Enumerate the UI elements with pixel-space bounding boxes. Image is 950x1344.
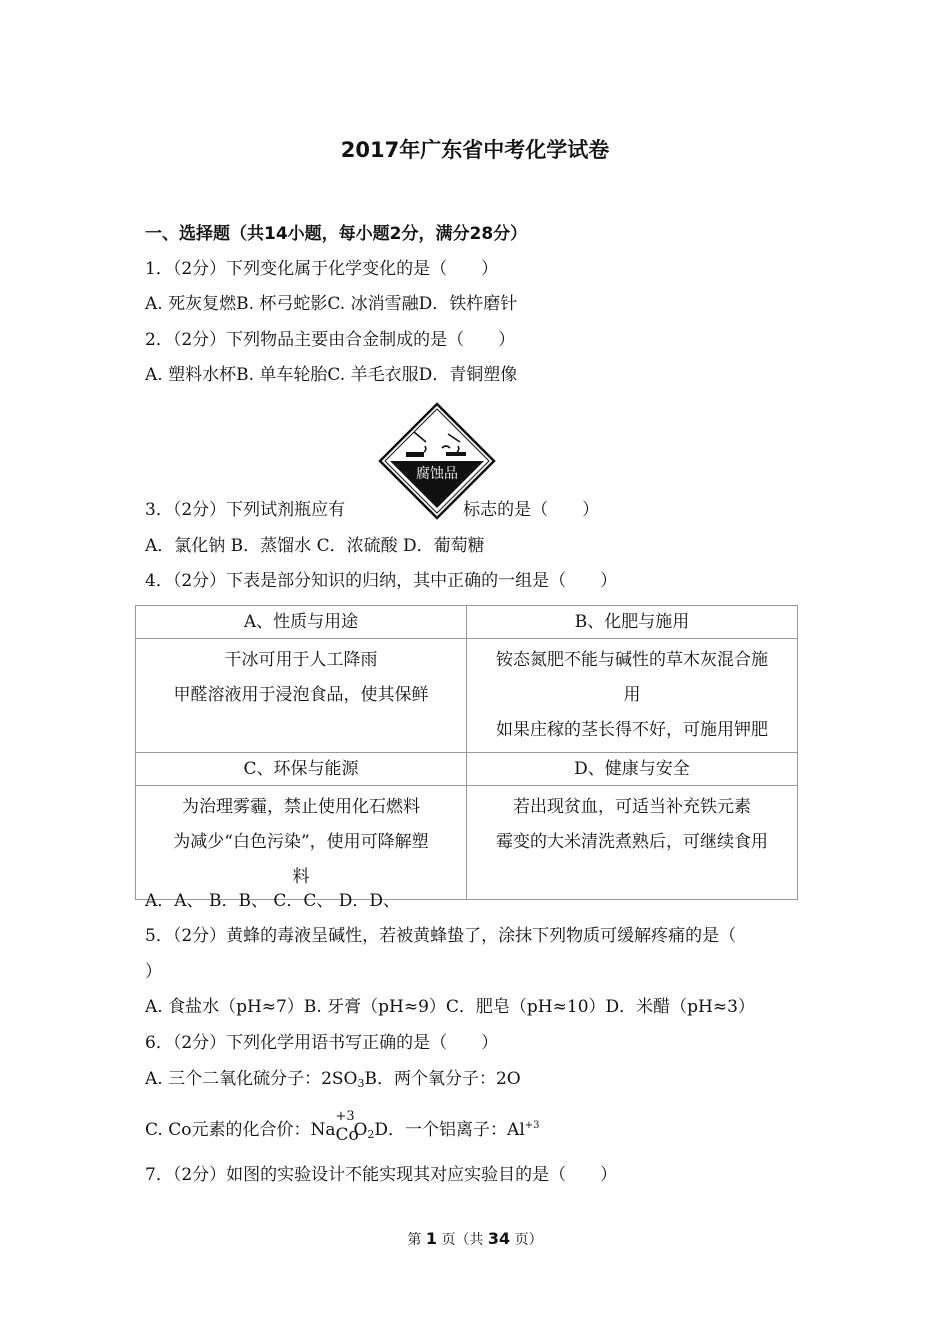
table-row: [136, 753, 798, 786]
cell-line: 用: [623, 685, 641, 705]
question-3-stem-after: 标志的是（ ）: [463, 500, 600, 520]
subscript: 3: [357, 1077, 365, 1090]
sign-label: 腐蚀品: [416, 466, 458, 482]
question-3-options: A．氯化钠 B．蒸馏水 C．浓硫酸 D．葡萄糖: [145, 536, 485, 556]
question-6-options-cd: [145, 1109, 540, 1147]
page-title: 2017年广东省中考化学试卷: [340, 138, 610, 162]
option-c-oxygen: O: [353, 1120, 368, 1140]
cell-line: 干冰可用于人工降雨: [224, 650, 378, 670]
table-cell-c-head: C、环保与能源: [136, 753, 467, 786]
cell-line: 料: [292, 867, 310, 887]
hand-bar-icon: [406, 452, 424, 457]
question-4-stem: 4．（2分）下表是部分知识的归纳，其中正确的一组是（ ）: [145, 571, 618, 591]
question-5-stem-line2: ）: [145, 962, 162, 982]
table-row: [136, 786, 798, 900]
option-b-text: B．两个氧分子：2O: [364, 1069, 521, 1089]
page-footer: [0, 1229, 950, 1249]
table-row: [136, 639, 798, 753]
question-4-options: A．A、 B．B、 C．C、 D．D、: [145, 891, 401, 911]
option-d-text: D．一个铝离子：Al: [374, 1120, 525, 1140]
footer-total-pages: 34: [487, 1229, 511, 1248]
question-5-options: A. 食盐水（pH≈7）B. 牙膏（pH≈9）C．肥皂（pH≈10）D．米醋（pH≈3）: [145, 997, 755, 1017]
valence-notation: [335, 1109, 359, 1145]
table-row: [136, 606, 798, 639]
cell-line: 如果庄稼的茎长得不好，可施用钾肥: [496, 720, 768, 740]
subscript: 2: [367, 1128, 375, 1141]
cell-line: 为减少“白色污染”，使用可降解塑: [173, 832, 429, 852]
cell-line: 甲醛溶液用于浸泡食品，使其保鲜: [173, 685, 429, 705]
question-2-stem: 2．（2分）下列物品主要由合金制成的是（ ）: [145, 330, 516, 350]
superscript: +3: [524, 1120, 540, 1131]
footer-suffix: 页）: [514, 1232, 543, 1248]
surface-bar-icon: [446, 452, 466, 456]
question-1-stem: 1．（2分）下列变化属于化学变化的是（ ）: [145, 259, 499, 279]
footer-page-number: 1: [425, 1229, 437, 1248]
question-7-stem: 7．（2分）如图的实验设计不能实现其对应实验目的是（ ）: [145, 1165, 618, 1185]
valence-element: Co: [335, 1125, 359, 1145]
option-a-text: A. 三个二氧化硫分子：2SO: [145, 1069, 358, 1089]
section-heading: 一、选择题（共14小题，每小题2分，满分28分）: [145, 224, 528, 244]
table-cell-b-body: [467, 639, 798, 753]
question-5-stem-line1: 5．（2分）黄蜂的毒液呈碱性，若被黄蜂蛰了，涂抹下列物质可缓解疼痛的是（: [145, 926, 737, 946]
valence-number: +3: [335, 1109, 355, 1124]
table-cell-d-body: [467, 786, 798, 900]
cell-line: 为治理雾霾，禁止使用化石燃料: [182, 797, 420, 817]
table-cell-c-body: [136, 786, 467, 900]
footer-mid: 页（共: [441, 1232, 484, 1248]
table-cell-b-head: B、化肥与施用: [467, 606, 798, 639]
question-3-stem-before: 3．（2分）下列试剂瓶应有: [145, 500, 346, 520]
option-c-text: C. Co元素的化合价：Na: [145, 1120, 336, 1140]
question-2-options: A. 塑料水杯B. 单车轮胎C. 羊毛衣服D．青铜塑像: [145, 365, 518, 385]
cell-line: 若出现贫血，可适当补充铁元素: [513, 797, 751, 817]
cell-line: 霉变的大米清洗煮熟后，可继续食用: [496, 832, 768, 852]
knowledge-table: [135, 605, 798, 900]
question-6-options-ab: [145, 1067, 521, 1096]
question-1-options: A. 死灰复燃B. 杯弓蛇影C. 冰消雪融D．铁杵磨针: [145, 294, 518, 314]
table-cell-a-head: A、性质与用途: [136, 606, 467, 639]
table-cell-a-body: [136, 639, 467, 753]
table-cell-d-head: D、健康与安全: [467, 753, 798, 786]
footer-prefix: 第: [407, 1232, 422, 1248]
question-3-stem: [145, 498, 599, 522]
cell-line: 铵态氮肥不能与碱性的草木灰混合施: [496, 650, 768, 670]
question-6-stem: 6．（2分）下列化学用语书写正确的是（ ）: [145, 1033, 499, 1053]
